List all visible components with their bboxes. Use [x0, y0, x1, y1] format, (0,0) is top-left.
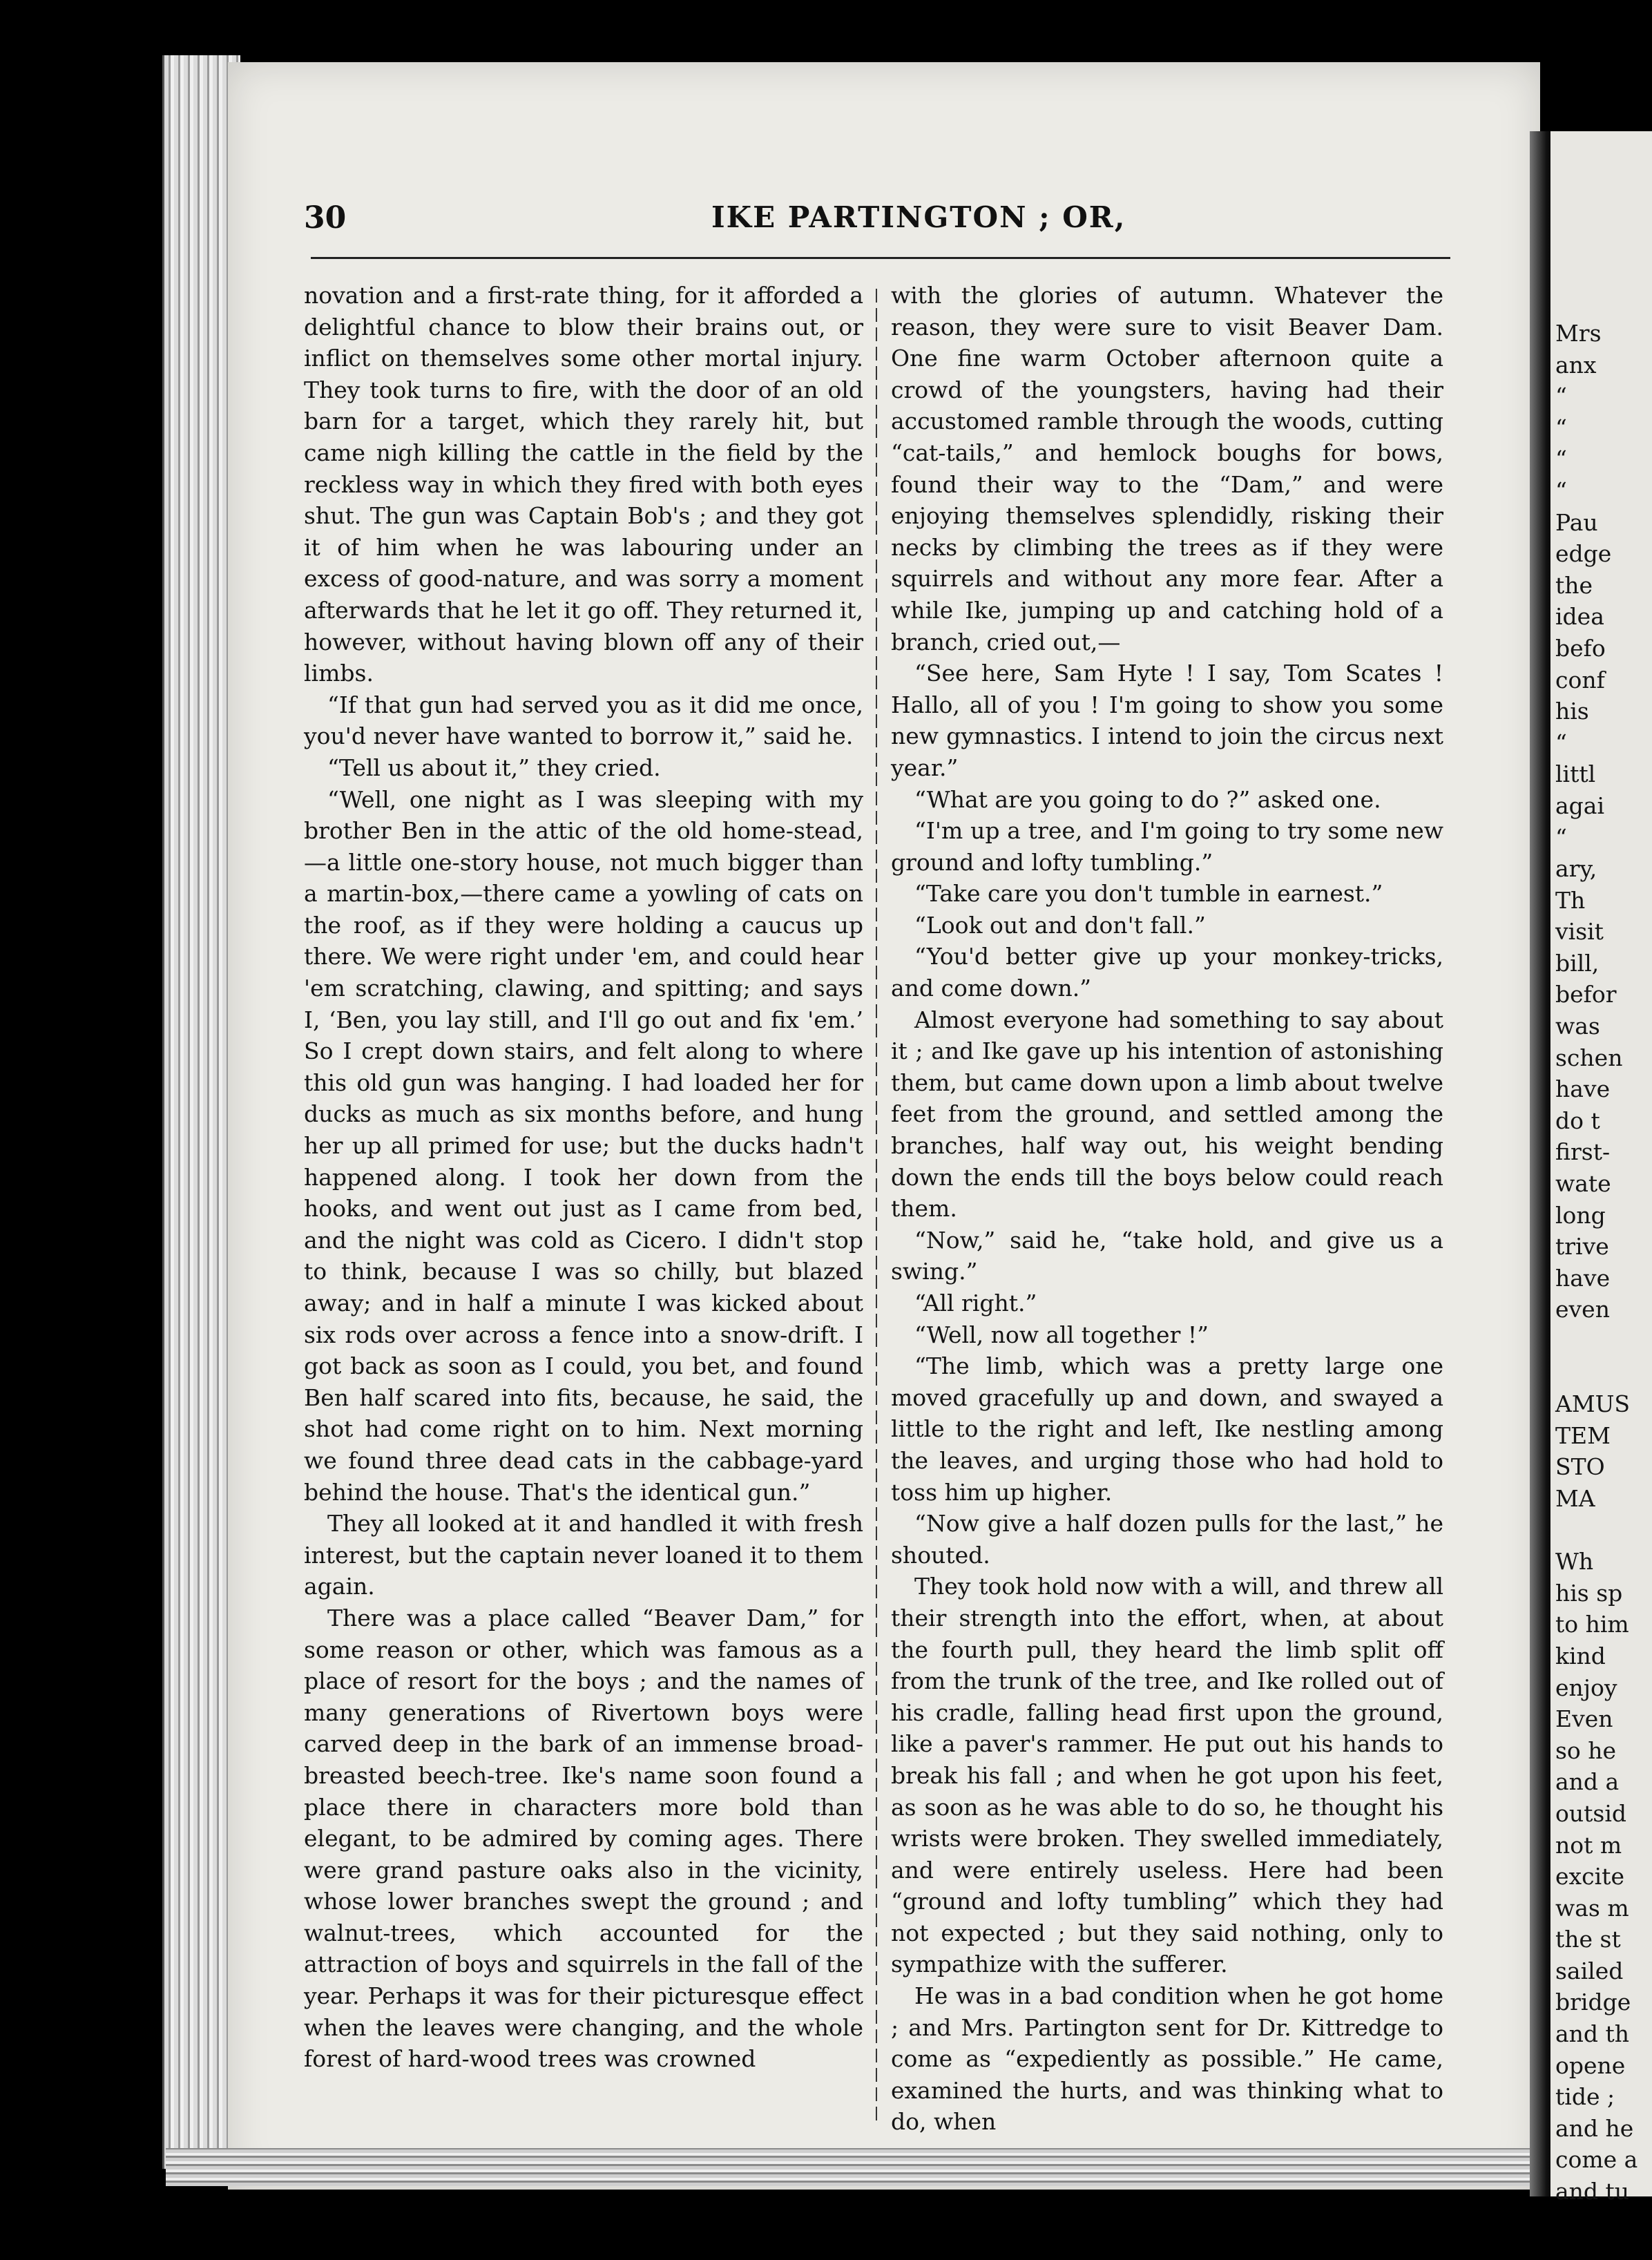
facing-page-fragment: so he: [1555, 1736, 1617, 1764]
facing-page-fragment: [1555, 1325, 1637, 1357]
facing-page-fragment: ary,: [1555, 855, 1597, 883]
facing-page-fragment: opene: [1555, 2051, 1626, 2079]
facing-page-fragment: have: [1555, 1075, 1611, 1103]
facing-page-fragment: agai: [1555, 792, 1605, 819]
facing-page-fragment: even: [1555, 1296, 1610, 1323]
paragraph: He was in a bad condition when he got home ; and Mrs. Partington sent for Dr. Kittredge to come as “expediently as possible.” He came, examined the hurts, and was thinking what to do, when: [891, 1982, 1443, 2136]
facing-page-fragment: TEM: [1555, 1421, 1611, 1449]
paragraph: Almost everyone had something to say about it ; and Ike gave up his intention of astonishing them, but came down upon a limb about twelve feet from the ground, and settled among the branches, half way out, his weight bending down the ends till the boys below could reach them.: [891, 1006, 1443, 1223]
running-title: IKE PARTINGTON ; OR,: [711, 200, 1126, 234]
paragraph: novation and a first-rate thing, for it afforded a delightful chance to blow their brains out, or inflict on themselves some other mortal injury. They took turns to fire, with the door of an old barn for a target, which they rarely hit, but came nigh killing the cattle in the field by the reckless way in which they fired with both eyes shut. The gun was Captain Bob's ; and they got it of him when he was labouring under an excess of good-nature, and was sorry a moment afterwards that he let it go off. They returned it, however, without having blown off any of their limbs.: [304, 282, 863, 687]
facing-page-fragment: to him: [1555, 1611, 1629, 1638]
facing-page-fragment: trive: [1555, 1233, 1609, 1261]
facing-page-fragment: the: [1555, 571, 1593, 599]
facing-page-fragment: wate: [1555, 1170, 1611, 1198]
paragraph: “If that gun had served you as it did me once, you'd never have wanted to borrow it,” said he.: [304, 691, 863, 750]
facing-page-fragment: conf: [1555, 666, 1605, 693]
facing-page-fragment: [1555, 1515, 1637, 1546]
facing-page-fragment: was: [1555, 1013, 1600, 1040]
page-number: 30: [304, 200, 347, 236]
paragraph: “Now,” said he, “take hold, and give us a swing.”: [891, 1226, 1443, 1285]
paragraph: “Now give a half dozen pulls for the last,” he shouted.: [891, 1510, 1443, 1569]
paragraph: “Take care you don't tumble in earnest.”: [914, 880, 1383, 908]
paragraph: “What are you going to do ?” asked one.: [914, 785, 1381, 813]
facing-page-fragment: kind: [1555, 1642, 1606, 1669]
facing-page-fragment: Mrs: [1555, 320, 1602, 347]
paragraph: “Well, now all together !”: [914, 1321, 1209, 1348]
facing-page-fragment: long: [1555, 1201, 1606, 1229]
facing-page-fragment: visit: [1555, 918, 1604, 946]
text-column-right: [891, 280, 1443, 2138]
facing-page-fragment: and a: [1555, 1768, 1620, 1796]
paragraph: “The limb, which was a pretty large one moved gracefully up and down, and swayed a little to the right and left, Ike nestling among the leaves, and urging those who had hold to toss him up higher.: [891, 1352, 1443, 1506]
facing-page-fragment: befor: [1555, 981, 1617, 1008]
facing-page-fragment: was m: [1555, 1894, 1629, 1922]
facing-page-fragment: enjoy: [1555, 1674, 1617, 1701]
facing-page-fragment: the st: [1555, 1926, 1621, 1953]
facing-page-fragment: “: [1555, 729, 1567, 756]
facing-page-fragment: and th: [1555, 2020, 1630, 2048]
facing-page-fragment: his sp: [1555, 1579, 1623, 1607]
paragraph: There was a place called “Beaver Dam,” for some reason or other, which was famous as a place of resort for the boys ; and the names of many generations of Rivertown boys were carved deep in the bark of an immense broad-breasted beech-tree. Ike's name soon found a place there in characters more bold than elegant, to be admired by coming ages. There were grand pasture oaks also in the vicinity, whose lower branches swept the ground ; and walnut-trees, which accounted for the attraction of boys and squirrels in the fall of the year. Perhaps it was for their picturesque effect when the leaves were changing, and the whole forest of hard-wood trees was crowned: [304, 1604, 863, 2073]
column-divider: [876, 283, 877, 2120]
book-edge-bottom: [166, 2148, 1547, 2186]
facing-page-fragment: MA: [1555, 1484, 1595, 1512]
facing-page-fragment: do t: [1555, 1107, 1600, 1134]
paragraph: They all looked at it and handled it with fresh interest, but the captain never loaned it to them again.: [304, 1510, 863, 1600]
facing-page-fragment: not m: [1555, 1831, 1622, 1859]
facing-page-fragment: Wh: [1555, 1548, 1594, 1576]
facing-page-fragment: littl: [1555, 760, 1596, 788]
paragraph: “Look out and don't fall.”: [914, 911, 1206, 939]
facing-page-fragment: [1555, 1357, 1637, 1389]
facing-page-fragment: Pau: [1555, 508, 1598, 536]
facing-page-fragment: “: [1555, 446, 1567, 473]
facing-page-fragment: outsid: [1555, 1799, 1626, 1827]
facing-page-fragment: “: [1555, 477, 1567, 504]
page-header: [304, 200, 1450, 249]
facing-page-fragment: befo: [1555, 634, 1606, 662]
facing-page-fragment: bridge: [1555, 1989, 1631, 2016]
paragraph: “All right.”: [914, 1290, 1037, 1316]
facing-page-fragment: “: [1555, 414, 1567, 441]
paragraph: They took hold now with a will, and threw all their strength into the effort, when, at about the fourth pull, they heard the limb split off from the trunk of the tree, and Ike rolled out of his cradle, falling head first upon the ground, like a paver's rammer. He put out his hands to break his fall ; and when he got upon his feet, as soon as he was able to do so, he thought his wrists were broken. They swelled immediately, and were entirely useless. Here had been “ground and lofty tumbling” which they had not expected ; but they said nothing, only to sympathize with the sufferer.: [891, 1573, 1443, 1978]
paragraph: with the glories of autumn. Whatever the reason, they were sure to visit Beaver Dam. One fine warm October afternoon quite a crowd of the youngsters, having had their accustomed ramble through the woods, cutting “cat-tails,” and hemlock boughs for bows, found their way to the “Dam,” and were enjoying themselves splendidly, risking their necks by climbing the trees as if they were squirrels and without any more fear. After a while Ike, jumping up and catching hold of a branch, cried out,—: [891, 282, 1443, 655]
facing-page-fragment: first-: [1555, 1138, 1611, 1166]
header-rule: [311, 257, 1450, 259]
paragraph: “I'm up a tree, and I'm going to try some new ground and lofty tumbling.”: [891, 817, 1443, 876]
paragraph: “Tell us about it,” they cried.: [327, 754, 661, 781]
facing-page-fragment: come a: [1555, 2146, 1638, 2174]
facing-page-fragment: “: [1555, 383, 1567, 410]
facing-page-fragment: and tu: [1555, 2178, 1630, 2205]
facing-page-fragment: AMUS: [1555, 1390, 1631, 1418]
facing-page-fragment: bill,: [1555, 949, 1600, 977]
facing-page-fragment: have: [1555, 1264, 1611, 1292]
facing-page-fragment: tide ;: [1555, 2083, 1615, 2111]
facing-page-fragment: “: [1555, 823, 1567, 851]
facing-page-fragment: idea: [1555, 603, 1604, 631]
facing-page-fragment: Th: [1555, 886, 1586, 914]
facing-page-fragment: schen: [1555, 1044, 1623, 1071]
facing-page-fragment: excite: [1555, 1863, 1624, 1890]
facing-page-fragment: Even: [1555, 1705, 1613, 1733]
facing-page-fragment: his: [1555, 698, 1589, 725]
facing-page-fragment: edge: [1555, 540, 1612, 568]
paragraph: “See here, Sam Hyte ! I say, Tom Scates ! Hallo, all of you ! I'm going to show you some new gymnastics. I intend to join the circus next year.”: [891, 660, 1443, 781]
facing-page-fragment: sailed: [1555, 1957, 1624, 1984]
facing-page-fragment: and he: [1555, 2114, 1634, 2142]
text-column-left: [304, 280, 863, 2075]
paragraph: “You'd better give up your monkey-tricks, and come down.”: [891, 943, 1443, 1002]
facing-page-fragment: anx: [1555, 351, 1597, 379]
paragraph: “Well, one night as I was sleeping with my brother Ben in the attic of the old home-stead,—a little one-story house, not much bigger than a martin-box,—there came a yowling of cats on the roof, as if they were holding a caucus up there. We were right under 'em, and could hear 'em scratching, clawing, and spitting; and says I, ‘Ben, you lay still, and I'll go out and fix 'em.’ So I crept down stairs, and felt along to where this old gun was hanging. I had loaded her for ducks as much as six months before, and hung her up all primed for use; but the ducks hadn't happened along. I took her down from the hooks, and went out just as I came from bed, and the night was cold as Cicero. I didn't stop to think, because I was so chilly, but blazed away; and in half a minute I was kicked about six rods over across a fence into a snow-drift. I got back as soon as I could, you bet, and found Ben half scared into fits, because, he said, the shot had come right on to him. Next morning we found three dead cats in the cabbage-yard behind the house. That's the identical gun.”: [304, 785, 863, 1506]
facing-page-fragment: STO: [1555, 1453, 1605, 1481]
facing-page-text: [1555, 318, 1637, 2208]
